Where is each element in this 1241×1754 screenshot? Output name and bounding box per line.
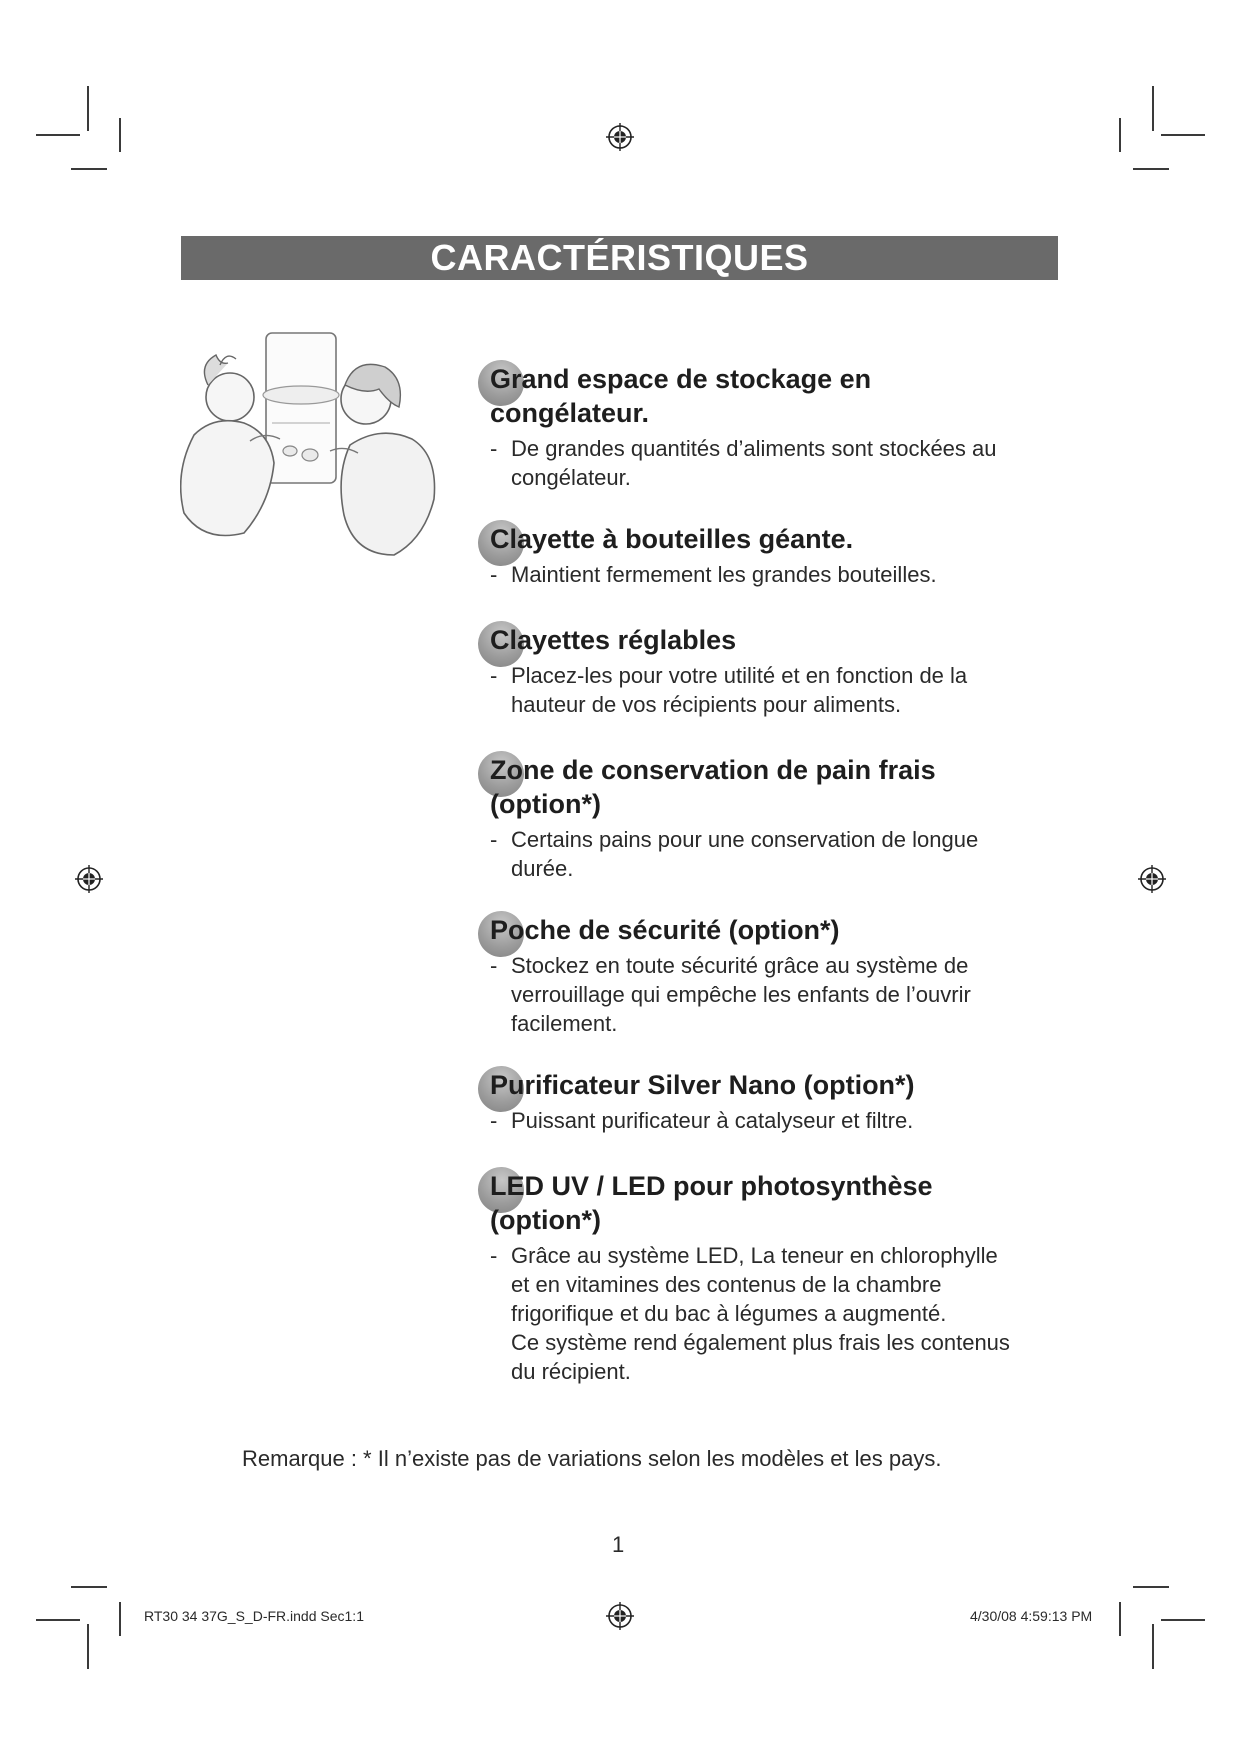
- crop-mark: [1152, 1624, 1154, 1669]
- features-list: [490, 362, 1070, 1386]
- feature-heading: Purificateur Silver Nano (option*): [490, 1070, 915, 1100]
- feature-bullet: - Puissant purificateur à catalyseur et filtre.: [490, 1106, 1070, 1135]
- feature-item: [490, 623, 1070, 719]
- feature-bullets: [490, 951, 1070, 1038]
- registration-mark-icon: [1137, 864, 1167, 894]
- crop-mark: [87, 86, 89, 131]
- feature-heading: Poche de sécurité (option*): [490, 915, 840, 945]
- feature-bullet: - Grâce au système LED, La teneur en chlorophylle et en vitamines des contenus de la chambre frigorifique et du bac à légumes a augmenté. Ce système rend également plus frais les contenus du récipient.: [490, 1241, 1070, 1386]
- remark-note: Remarque : * Il n’existe pas de variations selon les modèles et les pays.: [242, 1446, 942, 1471]
- registration-mark-icon: [605, 122, 635, 152]
- crop-mark: [1161, 1619, 1205, 1621]
- feature-bullet: - Placez-les pour votre utilité et en fonction de la hauteur de vos récipients pour aliments.: [490, 661, 1070, 719]
- feature-item: [490, 522, 1070, 589]
- page-title: CARACTÉRISTIQUES: [181, 236, 1058, 280]
- feature-item: [490, 362, 1070, 492]
- feature-item: [490, 753, 1070, 883]
- page-number: 1: [612, 1532, 625, 1557]
- feature-bullets: [490, 560, 1070, 589]
- feature-bullet: - Stockez en toute sécurité grâce au système de verrouillage qui empêche les enfants de l’ouvrir facilement.: [490, 951, 1070, 1038]
- crop-mark: [87, 1624, 89, 1669]
- crop-mark: [1133, 168, 1169, 170]
- crop-mark: [36, 134, 80, 136]
- feature-bullets: [490, 661, 1070, 719]
- crop-mark: [71, 168, 107, 170]
- feature-heading: Grand espace de stockage en congélateur.: [490, 364, 872, 428]
- feature-bullet: - Maintient fermement les grandes bouteilles.: [490, 560, 1070, 589]
- crop-mark: [36, 1619, 80, 1621]
- feature-heading: Zone de conservation de pain frais (option*): [490, 755, 936, 819]
- feature-bullets: [490, 825, 1070, 883]
- feature-heading: Clayettes réglables: [490, 625, 737, 655]
- feature-bullets: [490, 1241, 1070, 1386]
- feature-item: [490, 1169, 1070, 1386]
- crop-mark: [1133, 1586, 1169, 1588]
- registration-mark-icon: [74, 864, 104, 894]
- registration-mark-icon: [605, 1601, 635, 1631]
- crop-mark: [1119, 118, 1121, 152]
- feature-item: [490, 913, 1070, 1038]
- crop-mark: [1161, 134, 1205, 136]
- feature-heading: LED UV / LED pour photosynthèse (option*): [490, 1171, 933, 1235]
- feature-bullets: [490, 434, 1070, 492]
- fridge-illustration: [180, 325, 463, 565]
- feature-item: [490, 1068, 1070, 1135]
- footer-file-info: RT30 34 37G_S_D-FR.indd Sec1:1: [144, 1608, 364, 1624]
- crop-mark: [119, 1602, 121, 1636]
- feature-heading: Clayette à bouteilles géante.: [490, 524, 854, 554]
- crop-mark: [1152, 86, 1154, 131]
- crop-mark: [1119, 1602, 1121, 1636]
- feature-bullet: - De grandes quantités d’aliments sont stockées au congélateur.: [490, 434, 1070, 492]
- crop-mark: [71, 1586, 107, 1588]
- feature-bullets: [490, 1106, 1070, 1135]
- crop-mark: [119, 118, 121, 152]
- feature-bullet: - Certains pains pour une conservation de longue durée.: [490, 825, 1070, 883]
- footer-timestamp: 4/30/08 4:59:13 PM: [970, 1608, 1093, 1624]
